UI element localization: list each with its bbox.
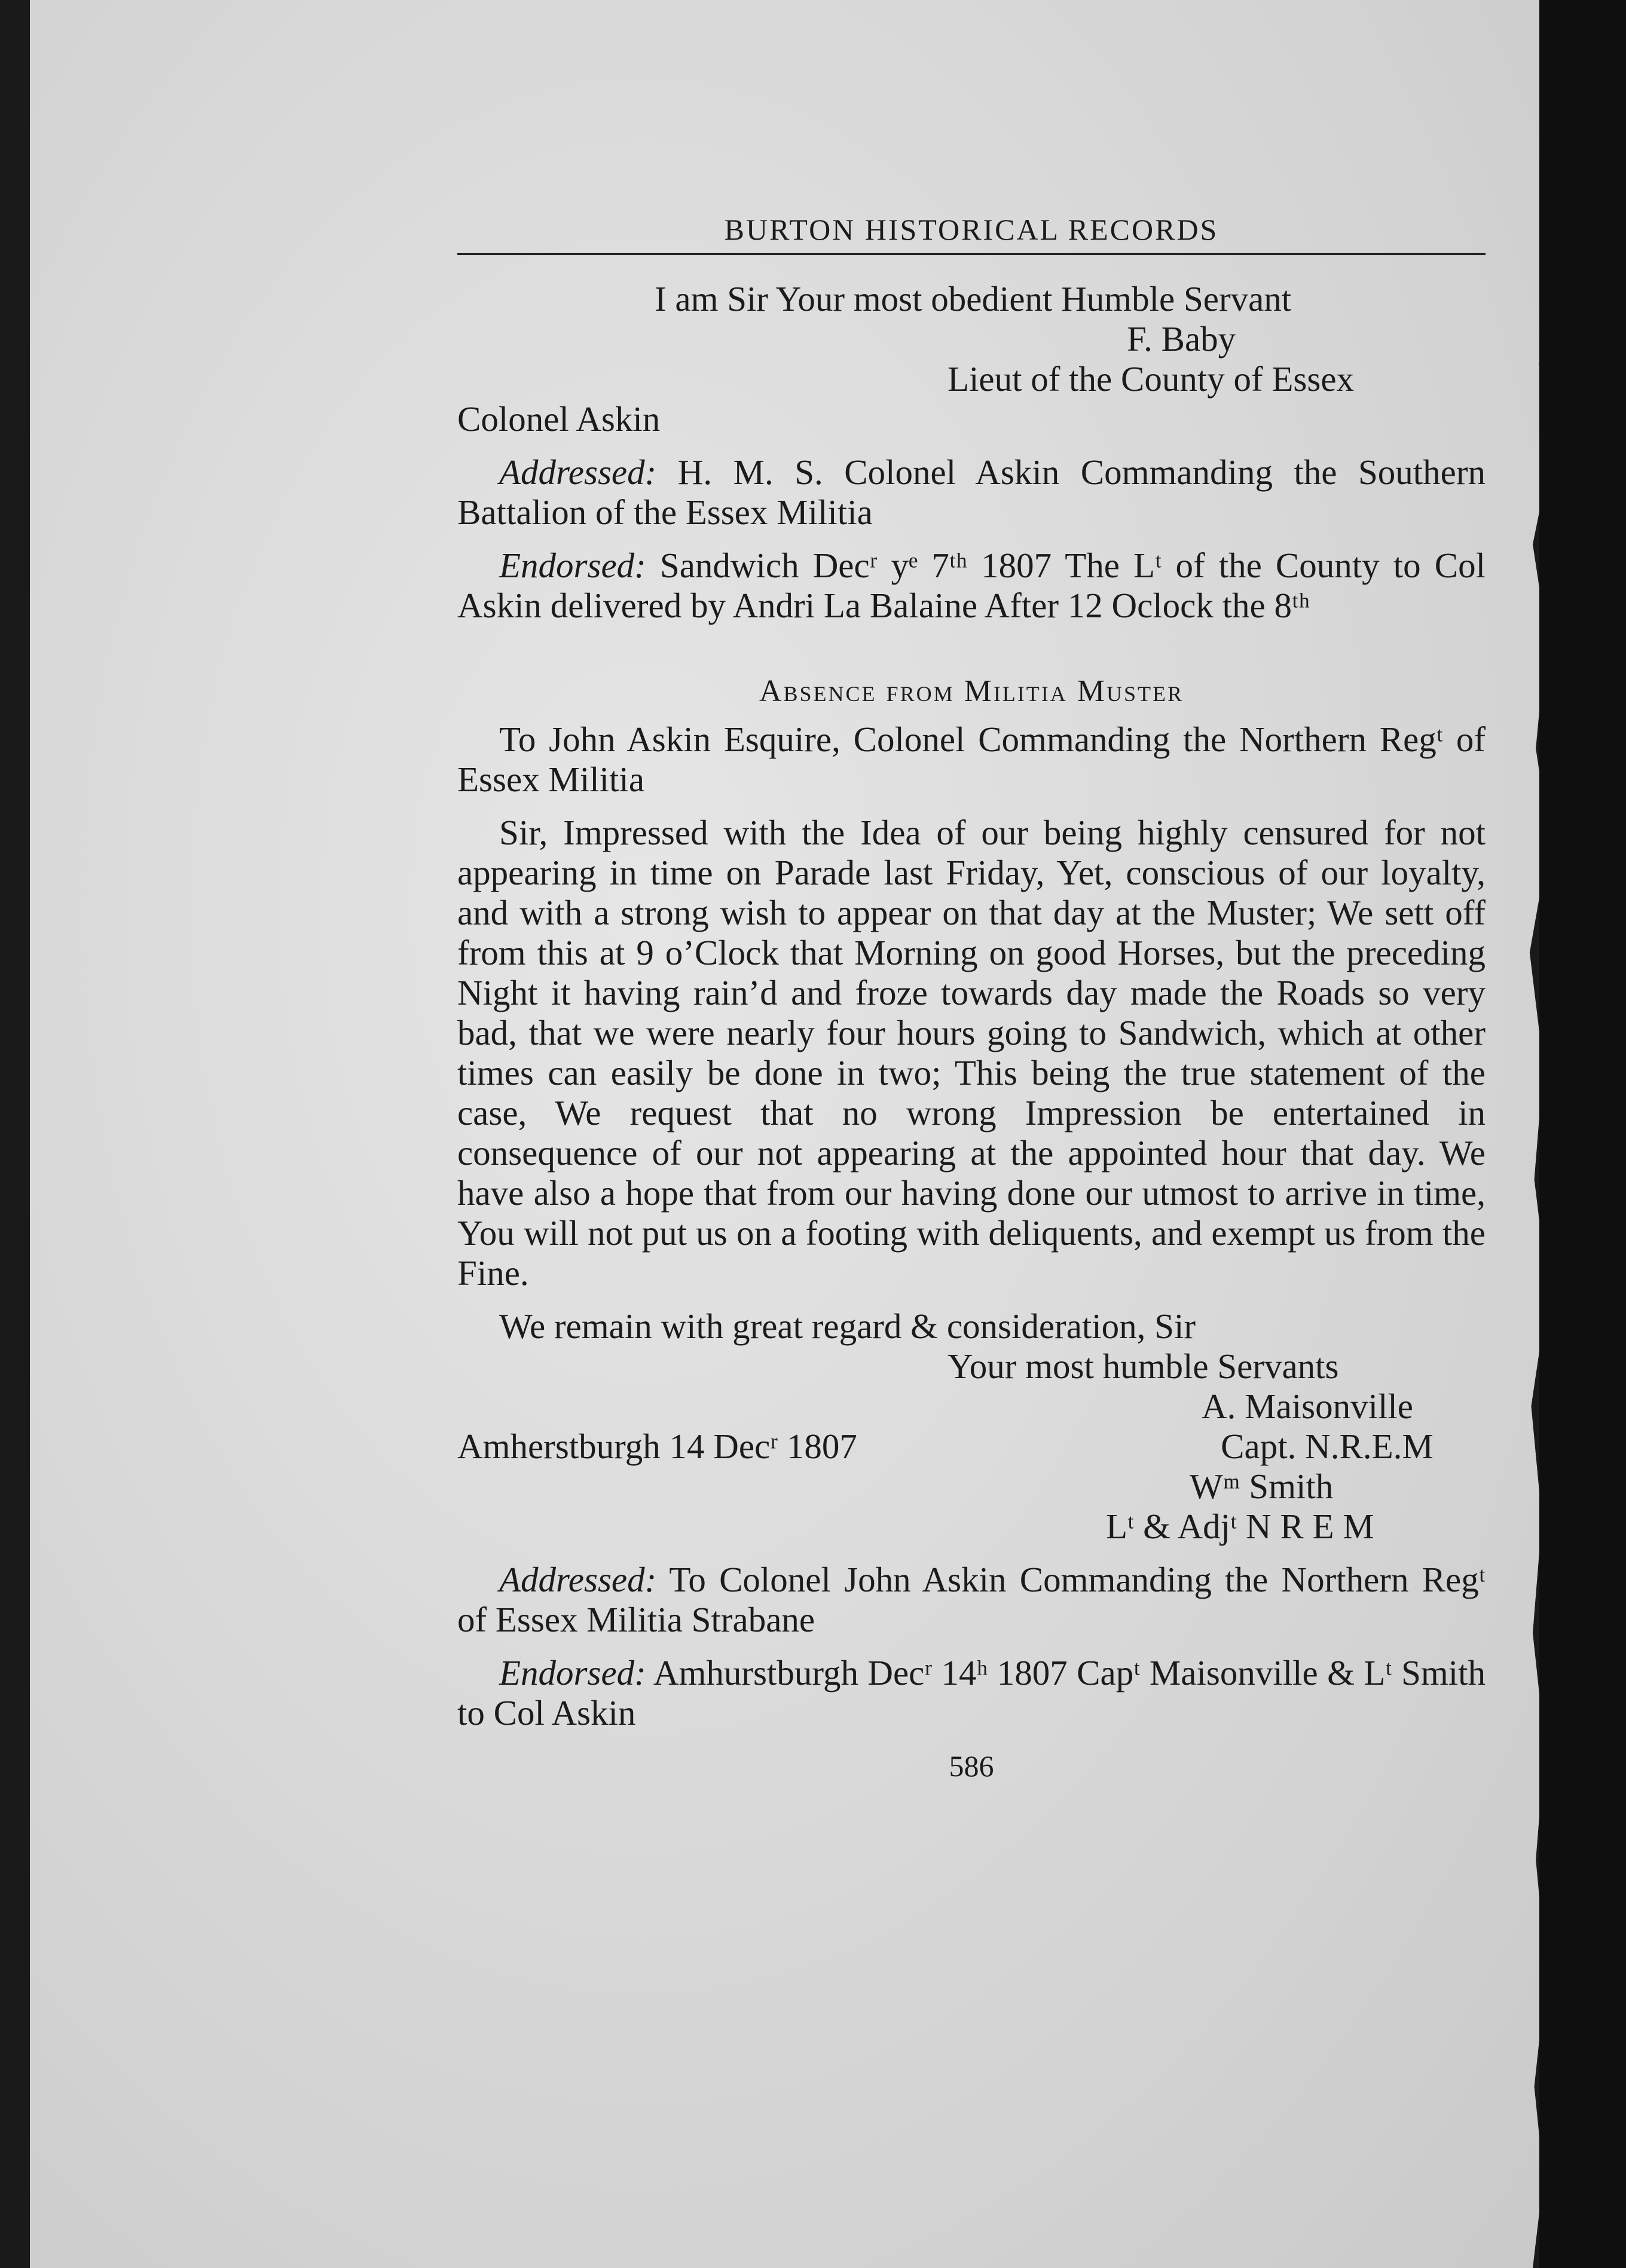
running-header: BURTON HISTORICAL RECORDS	[457, 212, 1486, 255]
letter1-endorsed-text: Sandwich Decʳ yᵉ 7ᵗʰ 1807 The Lᵗ of the County to Col Askin delivered by Andri La Balaine After 12 Oclock the 8ᵗʰ	[457, 546, 1486, 625]
letter1-addressed	[457, 452, 1486, 532]
letter2-place-date-row	[457, 1427, 1486, 1467]
letter2-addressed	[457, 1560, 1486, 1640]
letter2-place-date: Amherstburgh 14 Decʳ 1807	[457, 1427, 857, 1466]
letter2-body: Sir, Impressed with the Idea of our being highly censured for not appearing in time on Parade last Friday, Yet, conscious of our loyalty, and with a strong wish to appear on that day at the Muster; We sett off from this at 9 o’Clock that Morning on good Horses, but the preceding Night it having rain’d and froze towards day made the Roads so very bad, that we were nearly four hours going to Sandwich, which at other times can easily be done in two; This being the true statement of the case, We request that no wrong Impression be entertained in consequence of our not appearing at the appointed hour that day. We have also a hope that from our having done our utmost to arrive in time, You will not put us on a footing with deliquents, and exempt us from the Fine.	[457, 813, 1486, 1293]
letter2-signer1-name: A. Maisonville	[1202, 1386, 1413, 1426]
letter1-closing: I am Sir Your most obedient Humble Servant	[655, 279, 1292, 319]
letter2-signer1-title: Capt. N.R.E.M	[1221, 1427, 1434, 1466]
letter2-salutation: To John Askin Esquire, Colonel Commanding the Northern Regᵗ of Essex Militia	[457, 720, 1486, 799]
letter1-addressed-label: Addressed:	[499, 452, 657, 492]
letter2-endorsed-text: Amhurstburgh Decʳ 14ʰ 1807 Capᵗ Maisonville & Lᵗ Smith to Col Askin	[457, 1653, 1486, 1733]
letter2-closing-2: Your most humble Servants	[948, 1346, 1339, 1386]
torn-edge-shadow	[1539, 0, 1626, 2268]
letter1-signature-title: Lieut of the County of Essex	[948, 359, 1355, 399]
letter1-signature-name: F. Baby	[1127, 319, 1236, 359]
page-text-block	[457, 212, 1486, 1783]
letter1-endorsed	[457, 546, 1486, 626]
section-title: Absence from Militia Muster	[759, 674, 1184, 708]
letter2-endorsed-label: Endorsed:	[499, 1653, 646, 1692]
letter2-closing-1: We remain with great regard & consideration, Sir	[499, 1306, 1196, 1346]
letter2-endorsed	[457, 1653, 1486, 1733]
letter1-addressed-text: H. M. S. Colonel Askin Commanding the Southern Battalion of the Essex Militia	[457, 452, 1486, 532]
letter2-signer2-title: Lᵗ & Adjᵗ N R E M	[1106, 1507, 1374, 1546]
letter2-signer2-name: Wᵐ Smith	[1190, 1467, 1334, 1506]
letter2-addressed-text: To Colonel John Askin Commanding the Northern Regᵗ of Essex Militia Strabane	[457, 1560, 1486, 1639]
letter1-endorsed-label: Endorsed:	[499, 546, 646, 585]
letter1-recipient: Colonel Askin	[457, 399, 661, 439]
letter2-addressed-label: Addressed:	[499, 1560, 657, 1599]
page-number: 586	[949, 1749, 994, 1783]
